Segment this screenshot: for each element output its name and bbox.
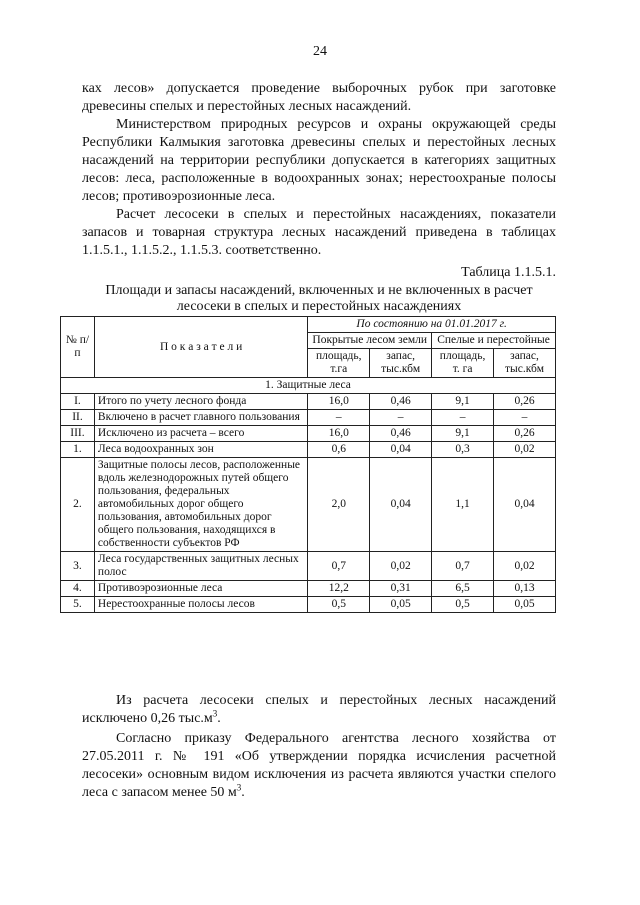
table-cell-num: 1. bbox=[61, 442, 95, 458]
table-cell-a2: 9,1 bbox=[432, 394, 494, 410]
paragraph-5 bbox=[82, 730, 556, 802]
paragraph-5-text: Согласно приказу Федерального агентства лесного хозяйства от 27.05.2011 г. № 191 «Об утверждении порядка исчисления расчетной лесосеки» основным видом исключения из расчета являются участки спелого леса с запасом менее 50 м bbox=[82, 731, 556, 800]
table-cell-name: Итого по учету лесного фонда bbox=[94, 394, 307, 410]
table-cell-a2: 0,5 bbox=[432, 597, 494, 613]
table-cell-s1: – bbox=[370, 410, 432, 426]
header-state: По состоянию на 01.01.2017 г. bbox=[308, 317, 556, 333]
header-area-2: площадь, т. га bbox=[432, 349, 494, 378]
paragraph-5-sup: 3 bbox=[236, 782, 242, 793]
paragraph-5-end: . bbox=[241, 785, 245, 800]
table-cell-num: I. bbox=[61, 394, 95, 410]
table-cell-s2: 0,04 bbox=[494, 458, 556, 552]
table-row bbox=[61, 597, 556, 613]
table-cell-s2: 0,02 bbox=[494, 552, 556, 581]
table-cell-s2: 0,02 bbox=[494, 442, 556, 458]
table-cell-num: 5. bbox=[61, 597, 95, 613]
header-num: № п/п bbox=[61, 317, 95, 378]
table-row bbox=[61, 442, 556, 458]
table-cell-s1: 0,05 bbox=[370, 597, 432, 613]
table-row bbox=[61, 394, 556, 410]
table-cell-a1: 16,0 bbox=[308, 394, 370, 410]
paragraph-4-text: Из расчета лесосеки спелых и перестойных лесных насаждений исключено 0,26 тыс.м bbox=[82, 693, 556, 726]
table-cell-a1: 16,0 bbox=[308, 426, 370, 442]
header-area-1: площадь, т.га bbox=[308, 349, 370, 378]
page-number: 24 bbox=[313, 44, 327, 59]
table-cell-num: 2. bbox=[61, 458, 95, 552]
table-cell-a2: 9,1 bbox=[432, 426, 494, 442]
table-cell-name: Леса государственных защитных лесных полос bbox=[94, 552, 307, 581]
table-cell-a1: 0,6 bbox=[308, 442, 370, 458]
table-cell-a2: 6,5 bbox=[432, 581, 494, 597]
table-cell-num: III. bbox=[61, 426, 95, 442]
table-cell-s1: 0,02 bbox=[370, 552, 432, 581]
table-row bbox=[61, 410, 556, 426]
table-label: Таблица 1.1.5.1. bbox=[461, 265, 556, 280]
table-cell-s1: 0,04 bbox=[370, 442, 432, 458]
table-cell-a1: 0,5 bbox=[308, 597, 370, 613]
paragraph-4-end: . bbox=[217, 711, 221, 726]
table-cell-a2: 0,7 bbox=[432, 552, 494, 581]
section-title: 1. Защитные леса bbox=[61, 378, 556, 394]
table-cell-a1: – bbox=[308, 410, 370, 426]
header-group-forest: Покрытые лесом земли bbox=[308, 333, 432, 349]
table-cell-s1: 0,31 bbox=[370, 581, 432, 597]
table-cell-num: 4. bbox=[61, 581, 95, 597]
section-row bbox=[61, 378, 556, 394]
table-cell-name: Исключено из расчета – всего bbox=[94, 426, 307, 442]
paragraph-4-sup: 3 bbox=[212, 708, 218, 719]
table-cell-s2: 0,26 bbox=[494, 426, 556, 442]
table-cell-a2: 1,1 bbox=[432, 458, 494, 552]
table-cell-s2: 0,26 bbox=[494, 394, 556, 410]
table-cell-a2: – bbox=[432, 410, 494, 426]
table-cell-a1: 2,0 bbox=[308, 458, 370, 552]
table-cell-s2: 0,13 bbox=[494, 581, 556, 597]
table-cell-s2: 0,05 bbox=[494, 597, 556, 613]
table-row bbox=[61, 581, 556, 597]
paragraph-1: ках лесов» допускается проведение выборочных рубок при заготовке древесины спелых и перестойных лесных насаждений. bbox=[82, 81, 556, 114]
table-cell-name: Защитные полосы лесов, расположенные вдоль железнодорожных путей общего пользования, федеральных автомобильных дорог общего пользования, автомобильных дорог общего пользования, находящихся в собственности субъектов РФ bbox=[94, 458, 307, 552]
forest-table bbox=[60, 316, 556, 613]
table-cell-num: 3. bbox=[61, 552, 95, 581]
table-cell-num: II. bbox=[61, 410, 95, 426]
table-caption: Площади и запасы насаждений, включенных и не включенных в расчет лесосеки в спелых и перестойных насаждениях bbox=[105, 283, 533, 314]
table-cell-name: Включено в расчет главного пользования bbox=[94, 410, 307, 426]
paragraph-4 bbox=[82, 692, 556, 728]
table-cell-name: Леса водоохранных зон bbox=[94, 442, 307, 458]
table-cell-s2: – bbox=[494, 410, 556, 426]
table-cell-s1: 0,46 bbox=[370, 426, 432, 442]
header-indicator: П о к а з а т е л и bbox=[94, 317, 307, 378]
header-stock-1: запас, тыс.кбм bbox=[370, 349, 432, 378]
table-row bbox=[61, 552, 556, 581]
table-cell-s1: 0,04 bbox=[370, 458, 432, 552]
paragraph-2: Министерством природных ресурсов и охраны окружающей среды Республики Калмыкия заготовка древесины спелых и перестойных лесных насаждений на территории республики допускается в категориях защитных лесов: леса, расположенные в водоохранных зонах; нерестоохраные полосы лесов; противоэрозионные леса. bbox=[82, 117, 556, 204]
table-cell-name: Противоэрозионные леса bbox=[94, 581, 307, 597]
table-cell-s1: 0,46 bbox=[370, 394, 432, 410]
table-row bbox=[61, 426, 556, 442]
header-row-1 bbox=[61, 317, 556, 333]
paragraph-3: Расчет лесосеки в спелых и перестойных насаждениях, показатели запасов и товарная структура лесных насаждений приведена в таблицах 1.1.5.1., 1.1.5.2., 1.1.5.3. соответственно. bbox=[82, 207, 556, 258]
table-cell-name: Нерестоохранные полосы лесов bbox=[94, 597, 307, 613]
header-group-mature: Спелые и перестойные bbox=[432, 333, 556, 349]
header-stock-2: запас, тыс.кбм bbox=[494, 349, 556, 378]
table-cell-a2: 0,3 bbox=[432, 442, 494, 458]
table-cell-a1: 0,7 bbox=[308, 552, 370, 581]
table-row bbox=[61, 458, 556, 552]
table-cell-a1: 12,2 bbox=[308, 581, 370, 597]
